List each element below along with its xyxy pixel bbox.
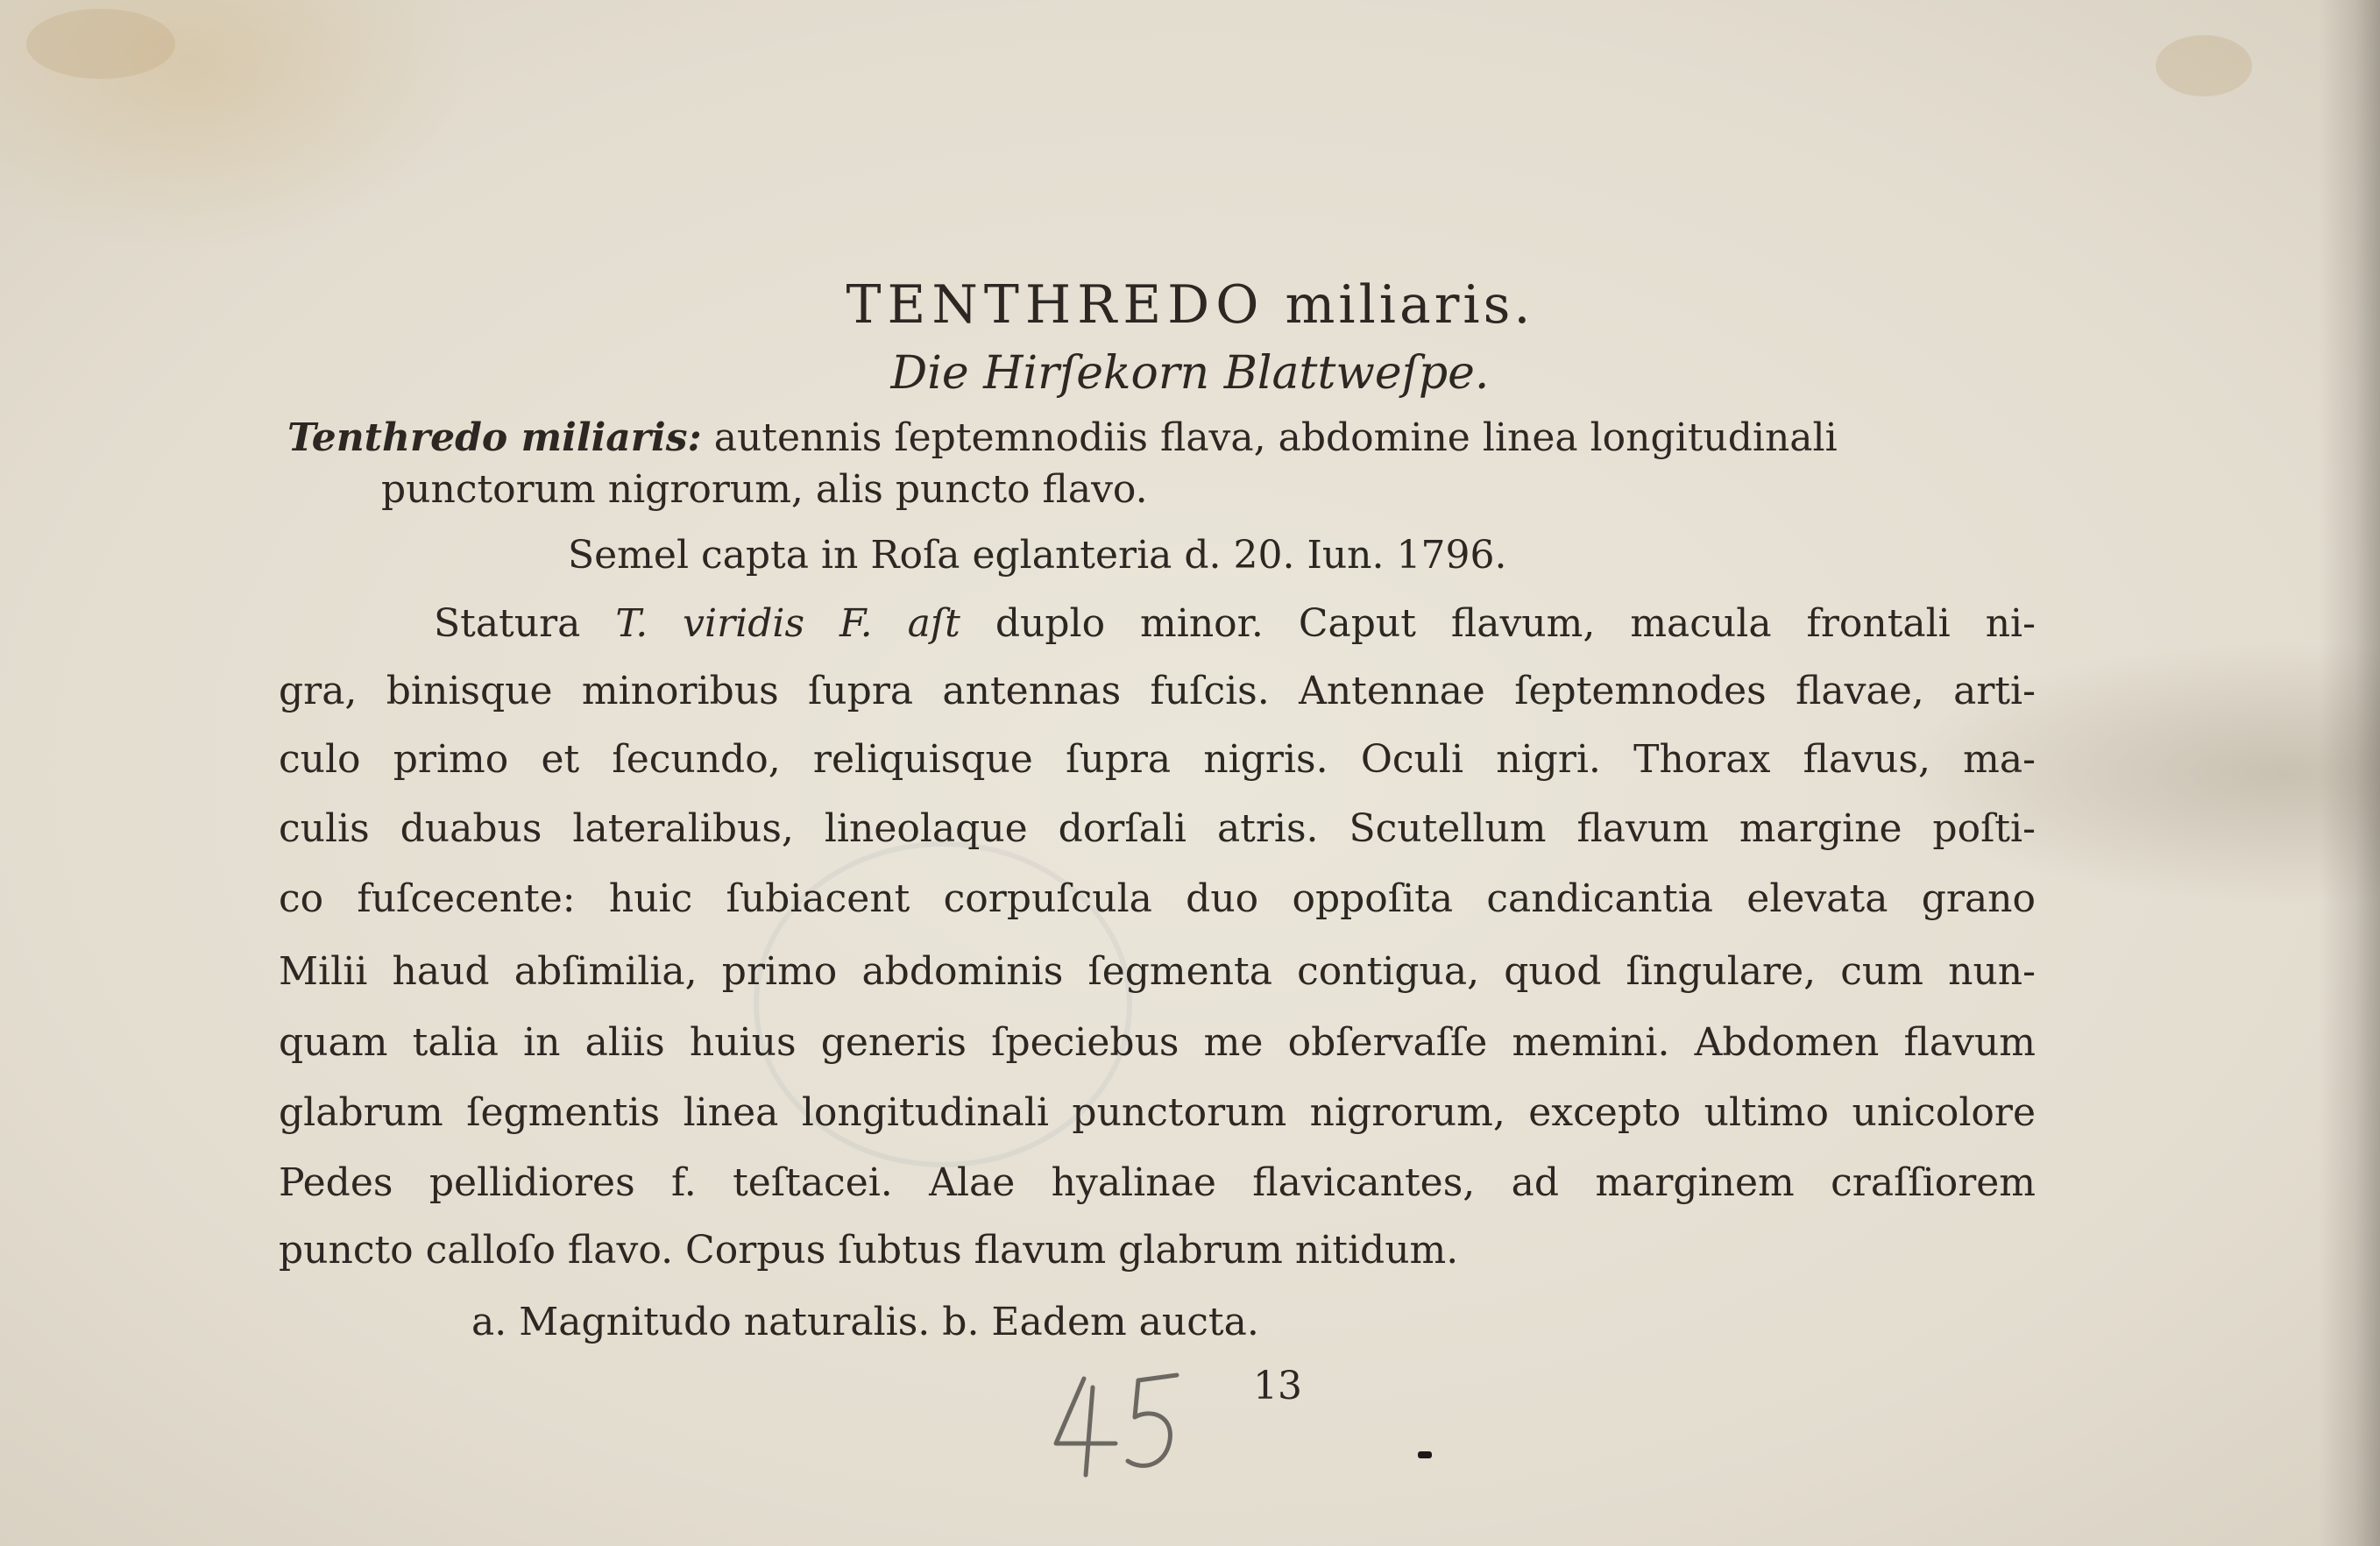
- paper-stain: [26, 9, 175, 79]
- paper-stain: [2156, 35, 2252, 96]
- description-italic: T. viridis F. aſt: [615, 601, 960, 646]
- description-line: puncto calloſo flavo. Corpus ſubtus flavum glabrum nitidum.: [279, 1228, 1459, 1273]
- description-line: co fuſcecente: huic ſubiacent corpuſcula duo oppoſita candicantia elevata grano: [279, 876, 2036, 921]
- description-line: [434, 601, 2036, 646]
- diagnosis-text-1: autennis ſeptemnodiis flava, abdomine linea longitudinali: [713, 415, 1838, 460]
- german-name: Die Hirſekorn Blattweſpe.: [890, 347, 1490, 400]
- figure-caption: a. Magnitudo naturalis. b. Eadem aucta.: [471, 1300, 1259, 1344]
- species-title: [0, 274, 2380, 336]
- description-line: quam talia in aliis huius generis ſpeciebus me obſervaſſe memini. Abdomen flavum: [279, 1020, 2036, 1065]
- description-line: culis duabus lateralibus, lineolaque dorſali atris. Scutellum flavum margine poſti-: [279, 806, 2036, 851]
- capture-note: Semel capta in Roſa eglanteria d. 20. Iun. 1796.: [568, 533, 1507, 578]
- description-line: glabrum ſegmentis linea longitudinali punctorum nigrorum, excepto ultimo unicolore: [279, 1090, 2036, 1135]
- diagnosis-line-1: [287, 415, 1838, 460]
- description-first-rest: duplo minor. Caput flavum, macula frontali ni-: [995, 601, 2036, 646]
- ink-mark: [1418, 1451, 1432, 1458]
- description-line: Pedes pellidiores f. teſtacei. Alae hyalinae flavicantes, ad marginem craſſiorem: [279, 1160, 2036, 1205]
- title-species: miliaris.: [1285, 274, 1534, 336]
- description-line: gra, binisque minoribus ſupra antennas fuſcis. Antennae ſeptemnodes flavae, arti-: [279, 669, 2036, 713]
- page-edge-shadow: [2319, 0, 2380, 1546]
- diagnosis-name: Tenthredo miliaris:: [287, 415, 702, 460]
- page-number: 13: [1253, 1364, 1302, 1408]
- description-line: culo primo et ſecundo, reliquisque ſupra nigris. Oculi nigri. Thorax flavus, ma-: [279, 737, 2036, 782]
- title-genus: TENTHREDO: [846, 274, 1265, 336]
- diagnosis-line-2: punctorum nigrorum, alis puncto flavo.: [381, 467, 1148, 512]
- description-lead: Statura: [434, 601, 581, 646]
- pencil-annotation: [1047, 1363, 1187, 1486]
- description-line: Milii haud abſimilia, primo abdominis ſegmenta contigua, quod ſingulare, cum nun-: [279, 949, 2036, 994]
